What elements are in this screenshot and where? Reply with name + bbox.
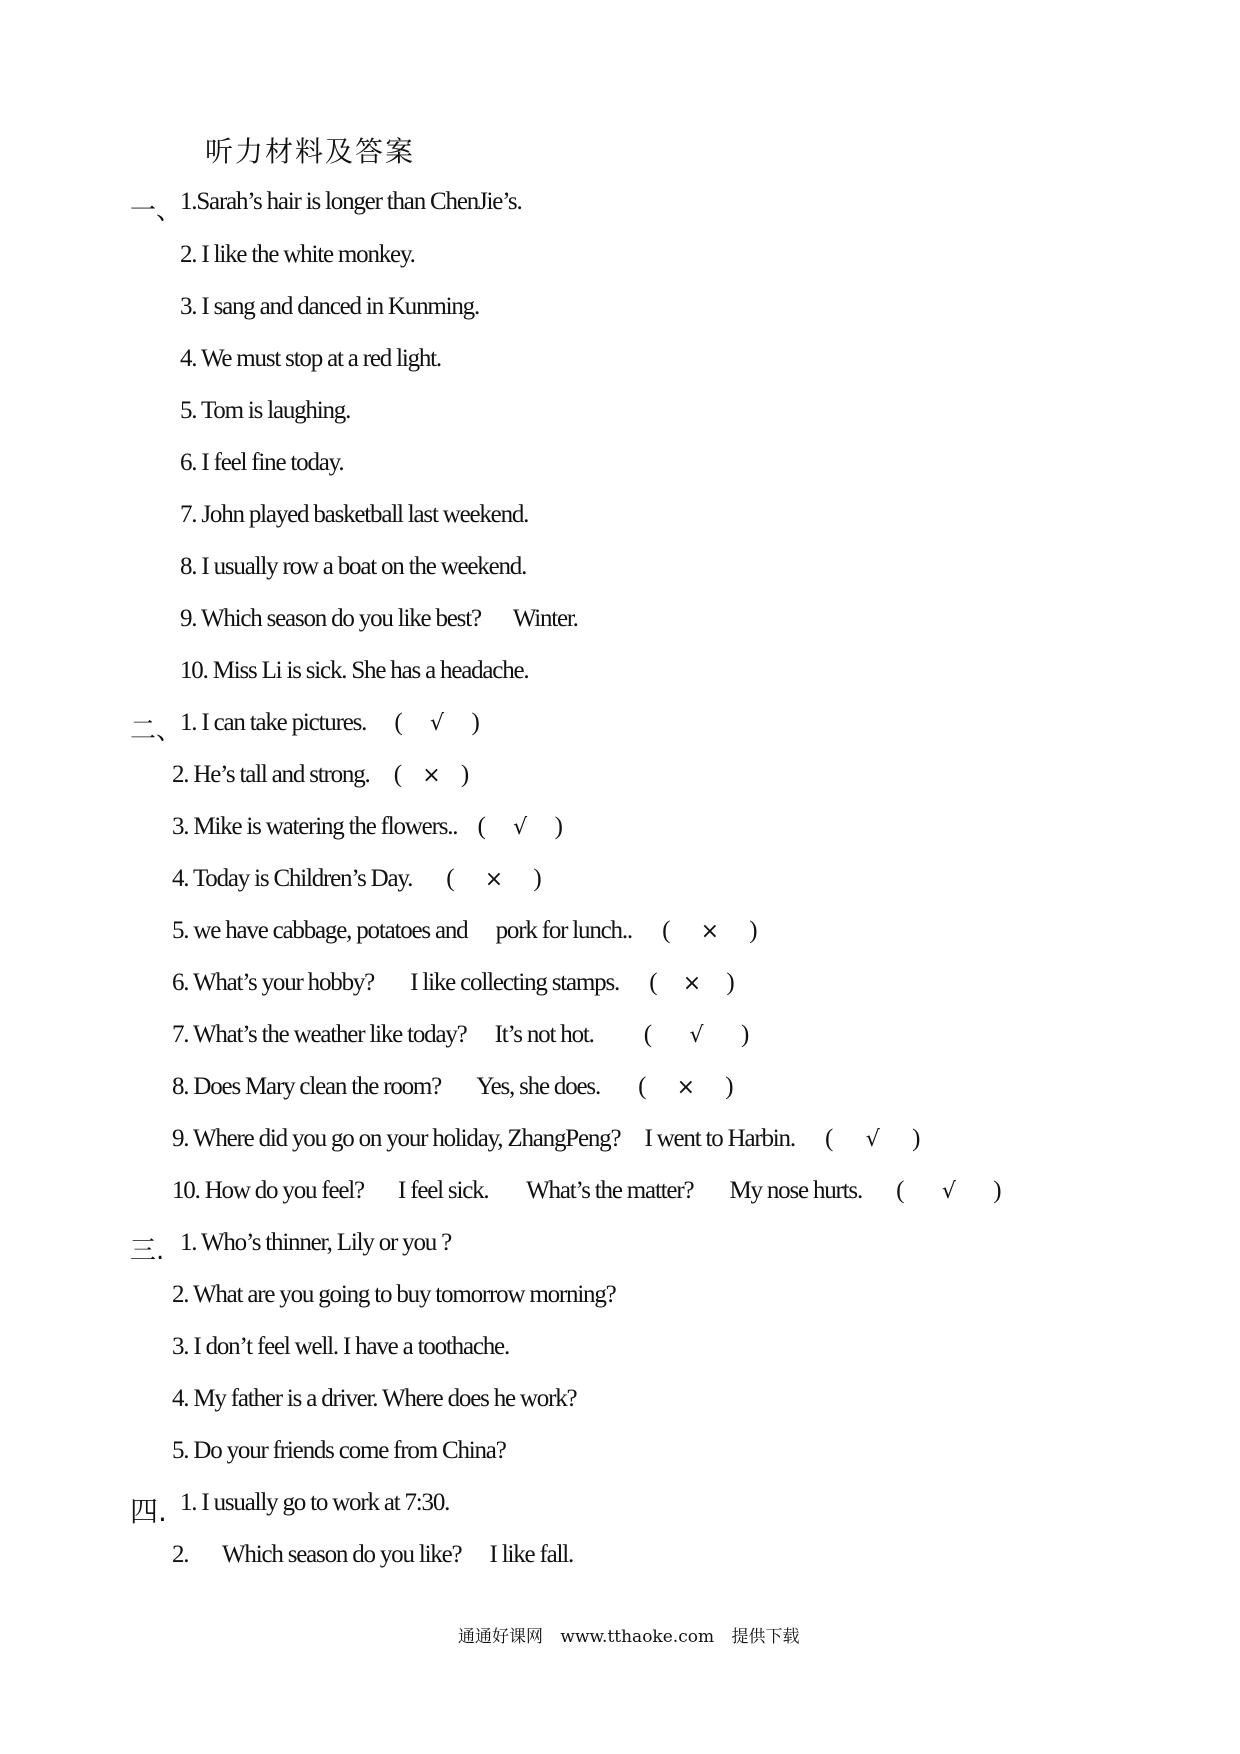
section-2-item-10 [172, 1176, 1000, 1207]
section-2-item-2 [172, 760, 468, 791]
paren-open: ( [638, 1073, 646, 1100]
section-2-item-9 [172, 1124, 919, 1155]
section-1-item-10: 10. Miss Li is sick. She has a headache. [180, 657, 529, 684]
item-text: 5. we have cabbage, potatoes and [172, 917, 468, 944]
paren-open: ( [825, 1125, 833, 1152]
item-question: 7. What’s the weather like today? [172, 1021, 467, 1048]
section-3-item-3: 3. I don’t feel well. I have a toothache. [172, 1333, 509, 1360]
item-text: 4. Today is Children’s Day. [172, 865, 413, 892]
check-mark: √ [513, 815, 526, 840]
paren-open: ( [662, 917, 670, 944]
section-1-item-5: 5. Tom is laughing. [180, 397, 351, 424]
section-1-item-1: 1.Sarah’s hair is longer than ChenJie’s. [180, 188, 522, 215]
item-question: 9. Where did you go on your holiday, ZhangPeng? [172, 1125, 621, 1152]
item-question: 10. How do you feel? [172, 1177, 364, 1204]
section-1-item-9 [180, 604, 578, 634]
item-answer: It’s not hot. [494, 1021, 594, 1048]
item-9-question: 9. Which season do you like best? [180, 605, 481, 632]
item-question-2: What’s the matter? [526, 1177, 694, 1204]
footer-url[interactable]: www.tthaoke.com [560, 1627, 715, 1647]
item-answer: I like fall. [489, 1541, 574, 1568]
check-mark: √ [865, 1127, 879, 1152]
section-1-item-7: 7. John played basketball last weekend. [180, 501, 529, 528]
cross-mark: × [682, 971, 700, 996]
item-answer: Yes, she does. [476, 1073, 600, 1100]
section-1-item-4: 4. We must stop at a red light. [180, 345, 441, 372]
section-2-number: 二、 [130, 716, 183, 746]
section-2-item-3 [172, 812, 562, 843]
paren-close: ) [749, 917, 757, 944]
paren-close: ) [740, 1021, 749, 1048]
paren-close: ) [912, 1125, 920, 1152]
cross-mark: × [700, 919, 718, 944]
paren-open: ( [896, 1177, 904, 1204]
paren-open: ( [394, 709, 402, 736]
section-1-item-6: 6. I feel fine today. [180, 449, 344, 476]
cross-mark: × [422, 763, 440, 788]
paren-close: ) [471, 709, 479, 736]
item-text: 2. He’s tall and strong. [172, 761, 370, 788]
check-mark: √ [430, 711, 443, 736]
item-text-cont: pork for lunch.. [495, 917, 632, 944]
item-question: Which season do you like? [222, 1541, 462, 1568]
paren-close: ) [726, 969, 734, 996]
paren-close: ) [993, 1177, 1001, 1204]
paren-open: ( [649, 969, 657, 996]
item-question: 8. Does Mary clean the room? [172, 1073, 442, 1100]
paren-open: ( [446, 865, 454, 892]
section-3-item-4: 4. My father is a driver. Where does he work? [172, 1385, 577, 1412]
item-number: 2. [172, 1541, 189, 1568]
item-text: 3. Mike is watering the flowers.. [172, 813, 458, 840]
item-answer: I feel sick. [398, 1177, 489, 1204]
cross-mark: × [676, 1075, 694, 1100]
section-3-number: 三. [130, 1236, 165, 1266]
section-1-item-2: 2. I like the white monkey. [180, 241, 415, 268]
section-2-item-6 [172, 968, 733, 999]
section-3-item-2: 2. What are you going to buy tomorrow morning? [172, 1281, 616, 1308]
section-3-item-1: 1. Who’s thinner, Lily or you ? [180, 1229, 452, 1256]
check-mark: √ [689, 1023, 703, 1048]
cross-mark: × [484, 867, 503, 892]
section-2-item-5 [172, 916, 756, 947]
section-4-number: 四. [130, 1495, 167, 1528]
footer-site-name: 通通好课网 [458, 1627, 543, 1647]
item-question: 6. What’s your hobby? [172, 969, 375, 996]
paren-open: ( [393, 761, 401, 788]
section-2-item-8 [172, 1072, 732, 1103]
section-1-item-3: 3. I sang and danced in Kunming. [180, 293, 480, 320]
section-2-item-7 [172, 1020, 748, 1051]
section-4-item-1: 1. I usually go to work at 7:30. [180, 1489, 450, 1516]
footer [458, 1622, 811, 1647]
footer-tail: 提供下载 [731, 1627, 800, 1647]
section-1-number: 一、 [130, 196, 183, 226]
paren-open: ( [477, 813, 485, 840]
paren-open: ( [643, 1021, 651, 1048]
check-mark: √ [941, 1179, 955, 1204]
section-4-item-2 [172, 1540, 573, 1570]
page-title: 听力材料及答案 [205, 135, 416, 168]
section-2-item-4 [172, 864, 541, 895]
section-2-item-1 [180, 708, 479, 739]
paren-close: ) [554, 813, 562, 840]
item-text: 1. I can take pictures. [180, 709, 367, 736]
paren-close: ) [725, 1073, 733, 1100]
item-answer: I like collecting stamps. [410, 969, 620, 996]
item-answer-2: My nose hurts. [729, 1177, 862, 1204]
section-1-item-8: 8. I usually row a boat on the weekend. [180, 553, 527, 580]
section-3-item-5: 5. Do your friends come from China? [172, 1437, 506, 1464]
paren-close: ) [460, 761, 468, 788]
paren-close: ) [533, 865, 541, 892]
item-answer: I went to Harbin. [644, 1125, 795, 1152]
item-9-answer: Winter. [512, 605, 578, 632]
